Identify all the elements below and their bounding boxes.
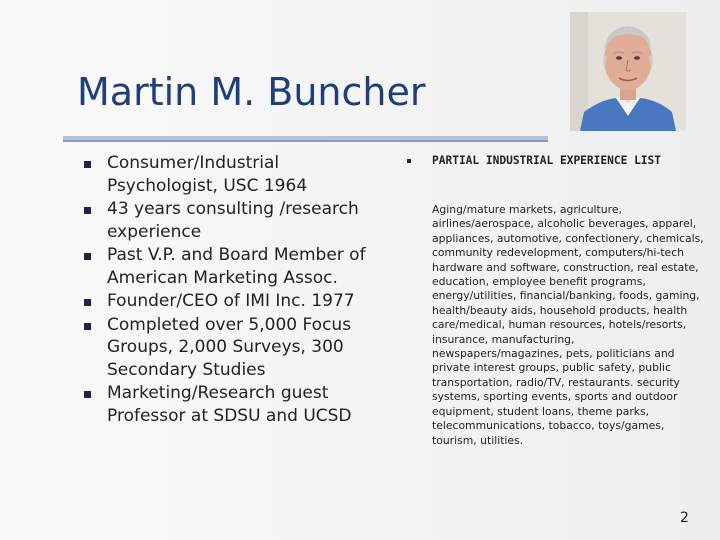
portrait-illustration bbox=[570, 12, 686, 131]
square-bullet-icon bbox=[84, 323, 91, 330]
bullet-item bbox=[82, 314, 382, 382]
bullet-text: Consumer/Industrial Psychologist, USC 1964 bbox=[107, 153, 308, 196]
bullet-item bbox=[82, 382, 382, 427]
bullet-text: 43 years consulting /research experience bbox=[107, 199, 359, 242]
square-bullet-icon bbox=[407, 159, 411, 163]
portrait-photo bbox=[570, 12, 686, 131]
square-bullet-icon bbox=[84, 391, 91, 398]
square-bullet-icon bbox=[84, 161, 91, 168]
bullet-item bbox=[82, 290, 382, 313]
bullet-text: Past V.P. and Board Member of American Marketing Assoc. bbox=[107, 245, 366, 288]
bullet-item bbox=[82, 244, 382, 289]
square-bullet-icon bbox=[84, 253, 91, 260]
square-bullet-icon bbox=[84, 207, 91, 214]
bullet-item bbox=[82, 152, 382, 197]
title-rule bbox=[63, 140, 548, 142]
bullet-item bbox=[82, 198, 382, 243]
experience-list-text: Aging/mature markets, agriculture, airlines/aerospace, alcoholic beverages, apparel, appliances, automotive, confectionery, chemicals, community redevelopment, computers/hi-tech hardware and software, construction, real estate, education, employee benefit programs, energy/utilities, financial/banking, foods, gaming, health/beauty aids, household products, health care/medical, human resources, hotels/resorts, insurance, manufacturing, newspapers/magazines, pets, politicians and private interest groups, public safety, public transportation, radio/TV, restaurants. security systems, sporting events, sports and outdoor equipment, student loans, theme parks, telecommunications, tobacco, toys/games, tourism, utilities. bbox=[432, 203, 704, 447]
page-number: 2 bbox=[680, 510, 689, 526]
bullet-list bbox=[82, 152, 382, 428]
square-bullet-icon bbox=[84, 299, 91, 306]
experience-heading: PARTIAL INDUSTRIAL EXPERIENCE LIST bbox=[432, 154, 662, 167]
bullet-text: Founder/CEO of IMI Inc. 1977 bbox=[107, 291, 355, 311]
bullet-text: Completed over 5,000 Focus Groups, 2,000 Surveys, 300 Secondary Studies bbox=[107, 314, 352, 380]
slide-title: Martin M. Buncher bbox=[77, 70, 426, 114]
bullet-text: Marketing/Research guest Professor at SDSU and UCSD bbox=[107, 383, 352, 426]
